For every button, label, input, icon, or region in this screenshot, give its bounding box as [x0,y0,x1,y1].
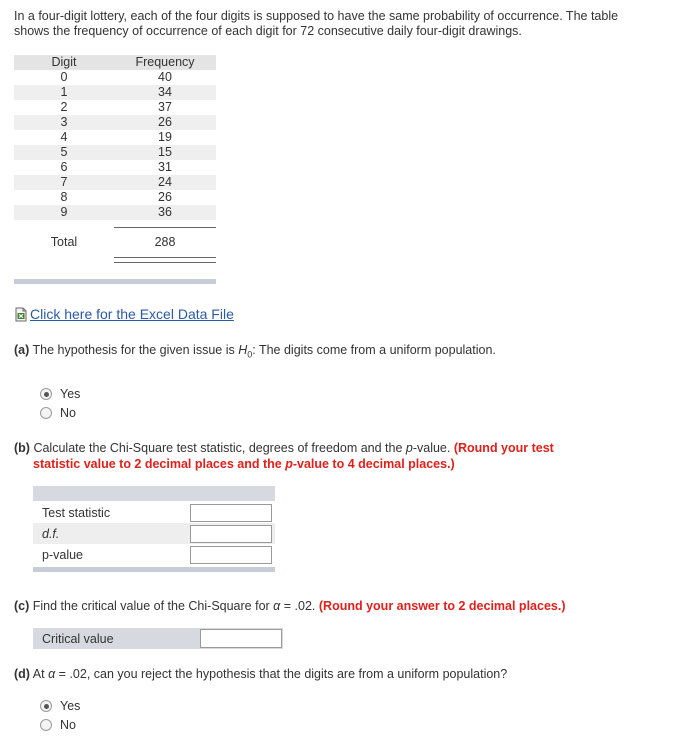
frequency-cell: 24 [158,175,172,189]
table-row [14,130,216,145]
table-row [14,175,216,190]
option-label: No [60,406,76,420]
total-value: 288 [154,235,176,249]
part-a-text-post: : The digits come from a uniform population. [252,343,496,357]
frequency-cell: 26 [158,115,172,129]
part-a-option-no[interactable] [40,404,76,422]
frequency-cell: 34 [158,85,172,99]
part-c-label: (c) [14,599,30,613]
table-row [14,205,216,220]
round-line2-pre: statistic value to 2 decimal places and the [33,457,286,471]
table-row [14,190,216,205]
frequency-cell: 36 [158,205,172,219]
row-df [33,523,275,544]
test-statistic-label: Test statistic [42,505,111,520]
digit-cell: 5 [60,145,68,159]
p-value-input[interactable] [190,546,272,564]
radio-yes-d[interactable] [40,700,52,712]
radio-no-a[interactable] [40,407,52,419]
part-d-text-post: = .02, can you reject the hypothesis that the digits are from a uniform population? [55,667,508,681]
h-symbol: H [238,343,248,357]
critical-value-label: Critical value [42,631,114,646]
table-row [14,70,216,85]
frequency-cell: 15 [158,145,172,159]
excel-file-icon [14,307,29,322]
part-d-option-no[interactable] [40,716,76,734]
df-input[interactable] [190,525,272,543]
round-line1: (Round your test [453,441,554,455]
table-row [14,85,216,100]
radio-yes-a[interactable] [40,388,52,400]
total-rule [114,227,216,228]
critical-value-input[interactable] [200,629,282,648]
digit-cell: 4 [60,130,68,144]
round-line2-post: -value to 4 decimal places.) [292,457,455,471]
part-c-text-pre: Find the critical value of the Chi-Square for [32,599,274,613]
table-row [14,145,216,160]
answer-table-bottom-bar [33,567,275,572]
option-label: Yes [60,699,81,713]
part-d-question [14,666,507,682]
table-header [14,55,216,70]
frequency-table [14,55,216,280]
part-a-question [14,342,496,363]
total-row [14,235,216,250]
double-rule-top [114,257,216,258]
digit-cell: 7 [60,175,68,189]
part-b-answer-table [33,486,275,572]
option-label: Yes [60,387,81,401]
table-row [14,115,216,130]
part-b-text-pre: Calculate the Chi-Square test statistic, degrees of freedom and the [33,441,406,455]
answer-table-header [33,486,275,501]
table-row [14,160,216,175]
digit-cell: 1 [60,85,68,99]
digit-cell: 6 [60,160,68,174]
option-label: No [60,718,76,732]
digit-cell: 2 [60,100,68,114]
radio-no-d[interactable] [40,719,52,731]
round-p-italic: p [285,457,293,471]
excel-link-text: Click here for the Excel Data File [30,306,234,322]
frequency-cell: 40 [158,70,172,84]
part-d-option-yes[interactable] [40,697,80,715]
digit-cell: 0 [60,70,68,84]
part-d-text-pre: At [32,667,49,681]
critical-value-row [33,628,283,649]
alpha-symbol: α [48,667,56,681]
frequency-cell: 37 [158,100,172,114]
row-test-statistic [33,502,275,523]
part-a-text-pre: The hypothesis for the given issue is [32,343,239,357]
part-a-label: (a) [14,343,30,357]
header-frequency: Frequency [135,55,195,69]
problem-intro: In a four-digit lottery, each of the four digits is supposed to have the same probability of occurrence. The table shows the frequency of occurrence of each digit for 72 consecutive daily four-digit drawings. [14,9,619,38]
excel-file-link[interactable] [14,306,234,322]
digit-cell: 3 [60,115,68,129]
part-b-text-mid: -value. [412,441,454,455]
p-value-label: p-value [42,547,83,562]
h-subscript: 0 [247,349,253,360]
frequency-cell: 26 [158,190,172,204]
alpha-symbol: α [273,599,281,613]
part-b-question [14,440,614,472]
p-italic: p [405,441,413,455]
digit-cell: 9 [60,205,68,219]
part-c-round: (Round your answer to 2 decimal places.) [318,599,566,613]
frequency-cell: 31 [158,160,172,174]
part-a-option-yes[interactable] [40,385,80,403]
digit-cell: 8 [60,190,68,204]
row-p-value [33,544,275,565]
frequency-cell: 19 [158,130,172,144]
part-c-text-post: = .02. [280,599,319,613]
part-b-label: (b) [14,441,30,455]
test-statistic-input[interactable] [190,504,272,522]
double-rule-bottom [114,262,216,263]
df-label: d.f. [42,526,60,541]
part-d-label: (d) [14,667,30,681]
part-c-question [14,598,565,614]
total-label: Total [50,235,78,249]
table-bottom-bar [14,279,216,284]
table-row [14,100,216,115]
header-digit: Digit [51,55,77,69]
